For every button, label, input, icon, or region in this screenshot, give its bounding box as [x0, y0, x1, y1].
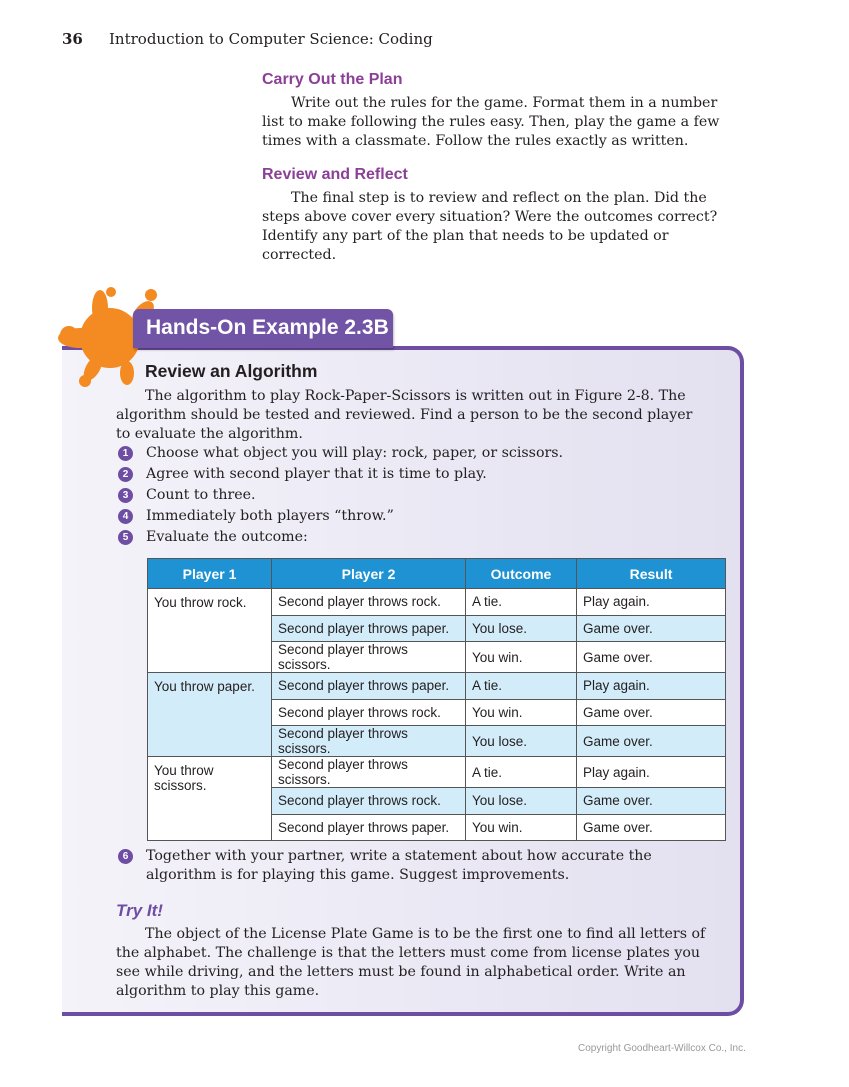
outcome-cell: You win.	[466, 814, 577, 841]
step-number-badge: 3	[118, 488, 133, 503]
table-row	[148, 589, 726, 616]
table-header-row	[148, 559, 726, 589]
book-title: Introduction to Computer Science: Coding	[109, 30, 433, 48]
example-title: Review an Algorithm	[145, 361, 318, 381]
result-cell: Game over.	[577, 726, 726, 757]
outcome-cell: A tie.	[466, 757, 577, 788]
result-cell: Game over.	[577, 814, 726, 841]
header-player2: Player 2	[272, 559, 466, 589]
player1-cell: You throw rock.	[148, 589, 272, 673]
try-it-text: The object of the License Plate Game is to be the first one to find all letters of the alphabet. The challenge is that the letters must come from license plates you see while driving, and the letters must be found in alphabetical order. Write an algorithm to play this game.	[116, 926, 706, 999]
outcome-cell: You win.	[466, 642, 577, 673]
section-text: The final step is to review and reflect on the plan. Did the steps above cover every situation? Were the outcomes correct? Identify any part of the plan that needs to be updated or corrected.	[262, 190, 718, 263]
step-text: Evaluate the outcome:	[146, 529, 308, 545]
outcome-cell: You lose.	[466, 788, 577, 815]
header-result: Result	[577, 559, 726, 589]
step-text: Together with your partner, write a statement about how accurate the algorithm is for playing this game. Suggest improvements.	[146, 848, 652, 883]
player2-cell: Second player throws rock.	[272, 589, 466, 616]
result-cell: Game over.	[577, 699, 726, 726]
result-cell: Play again.	[577, 673, 726, 700]
step-number-badge: 4	[118, 509, 133, 524]
result-cell: Game over.	[577, 642, 726, 673]
player2-cell: Second player throws paper.	[272, 673, 466, 700]
step-text: Agree with second player that it is time to play.	[146, 466, 487, 482]
result-cell: Game over.	[577, 788, 726, 815]
step-number-badge: 5	[118, 530, 133, 545]
player2-cell: Second player throws rock.	[272, 788, 466, 815]
table-row	[148, 757, 726, 788]
result-cell: Play again.	[577, 757, 726, 788]
example-tab-label: Hands-On Example 2.3B	[146, 316, 389, 339]
player2-cell: Second player throws paper.	[272, 814, 466, 841]
example-tab	[133, 309, 393, 348]
example-intro: The algorithm to play Rock-Paper-Scissors is written out in Figure 2-8. The algorithm should be tested and reviewed. Find a person to be the second player to evaluate the algorithm.	[116, 388, 693, 442]
step-text: Count to three.	[146, 487, 256, 503]
outcome-table	[147, 558, 726, 841]
result-cell: Play again.	[577, 589, 726, 616]
player2-cell: Second player throws scissors.	[272, 726, 466, 757]
result-cell: Game over.	[577, 615, 726, 642]
try-it-heading: Try It!	[116, 901, 163, 920]
header-outcome: Outcome	[466, 559, 577, 589]
section-heading: Carry Out the Plan	[262, 71, 403, 88]
page-number: 36	[62, 30, 83, 48]
player2-cell: Second player throws rock.	[272, 699, 466, 726]
outcome-cell: A tie.	[466, 673, 577, 700]
player1-cell: You throw scissors.	[148, 757, 272, 841]
player2-cell: Second player throws scissors.	[272, 642, 466, 673]
player2-cell: Second player throws scissors.	[272, 757, 466, 788]
outcome-cell: A tie.	[466, 589, 577, 616]
step-text: Immediately both players “throw.”	[146, 508, 394, 524]
step-number-badge: 2	[118, 467, 133, 482]
step-number-badge: 1	[118, 446, 133, 461]
player1-cell: You throw paper.	[148, 673, 272, 757]
section-text: Write out the rules for the game. Format them in a number list to make following the rules easy. Then, play the game a few times with a classmate. Follow the rules exactly as written.	[262, 95, 720, 149]
table-row	[148, 673, 726, 700]
player2-cell: Second player throws paper.	[272, 615, 466, 642]
outcome-cell: You lose.	[466, 726, 577, 757]
outcome-cell: You win.	[466, 699, 577, 726]
step-number-badge: 6	[118, 849, 133, 864]
step-text: Choose what object you will play: rock, paper, or scissors.	[146, 445, 564, 461]
header-player1: Player 1	[148, 559, 272, 589]
section-heading: Review and Reflect	[262, 166, 408, 183]
outcome-cell: You lose.	[466, 615, 577, 642]
copyright: Copyright Goodheart-Willcox Co., Inc.	[578, 1043, 746, 1054]
